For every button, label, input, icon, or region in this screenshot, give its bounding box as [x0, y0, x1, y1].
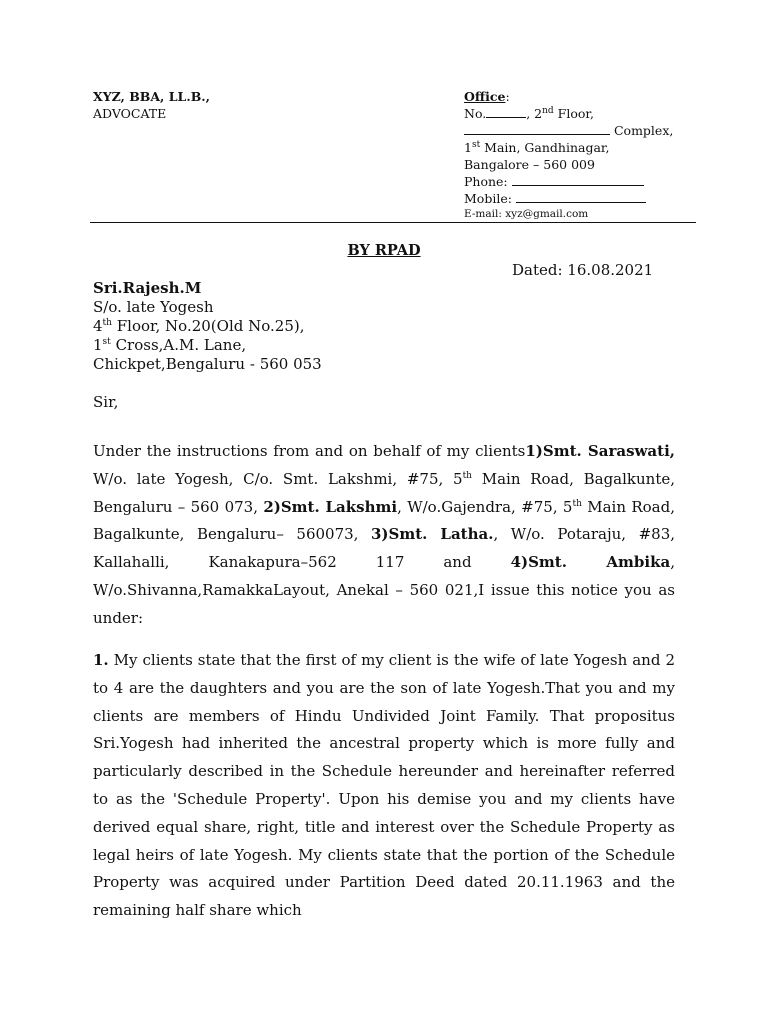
intro-paragraph: Under the instructions from and on behalf of my clients1)Smt. Saraswati, W/o. late Yogesh, C/o. Smt. Lakshmi, #75, 5th Main Road, Bagalkunte, Bengaluru – 560 073, 2)Smt. Lakshmi, W/o.Gajendra, #75, 5th Main Road, Bagalkunte, Bengaluru– 560073, 3)Smt. Latha., W/o. Potaraju, #83, Kallahalli, Kanakapura–562 117 and 4)Smt. Ambika, W/o.Shivanna,RamakkaLayout, Anekal – 560 021,I issue this notice you as under:	[93, 442, 676, 627]
addressee-block	[93, 279, 322, 374]
notice-date: Dated: 16.08.2021	[512, 261, 654, 279]
paragraph-1: 1. My clients state that the first of my client is the wife of late Yogesh and 2 to 4 are the daughters and you are the son of late Yogesh.That you and my clients are members of Hindu Undivided Joint Family. That propositus Sri.Yogesh had inherited the ancestral property which is more fully and particularly described in the Schedule hereunder and hereinafter referred to as the 'Schedule Property'. Upon his demise you and my clients have derived equal share, right, title and interest over the Schedule Property as legal heirs of late Yogesh. My clients state that the portion of the Schedule Property was acquired under Partition Deed dated 20.11.1963 and the remaining half share which	[93, 651, 675, 920]
mobile-blank	[516, 191, 646, 203]
office-email: E-mail: xyz@gmail.com	[464, 208, 589, 220]
complex-name-blank	[464, 123, 610, 135]
addressee-line-3: Chickpet,Bengaluru - 560 053	[93, 355, 322, 373]
dispatch-mode: BY RPAD	[347, 242, 421, 259]
office-mobile: Mobile:	[464, 190, 704, 207]
addressee-line-2: 1st Cross,A.M. Lane,	[93, 336, 247, 354]
client-1: 1)Smt. Saraswati,	[525, 442, 675, 460]
phone-blank	[512, 174, 644, 186]
office-address-block: Office: No. , 2nd Floor, Complex, 1st Main, Gandhinagar, Bangalore – 560 009 Phone: Mobile: E-mail: xyz@gmail.com	[464, 88, 704, 222]
office-line-4: Bangalore – 560 009	[464, 157, 595, 172]
letterhead-divider	[90, 222, 696, 223]
client-4: 4)Smt. Ambika	[510, 553, 671, 572]
office-label: Office	[464, 89, 506, 104]
advocate-designation: ADVOCATE	[93, 106, 167, 121]
office-phone: Phone:	[464, 173, 704, 190]
advocate-block	[93, 88, 210, 122]
office-line-1: No. , 2nd Floor,	[464, 105, 594, 121]
addressee-relation: S/o. late Yogesh	[93, 298, 214, 316]
office-line-3: 1st Main, Gandhinagar,	[464, 139, 610, 155]
salutation: Sir,	[93, 393, 119, 411]
paragraph-number: 1.	[93, 651, 109, 669]
advocate-name: XYZ, BBA, LL.B.,	[93, 89, 210, 104]
addressee-name: Sri.Rajesh.M	[93, 279, 202, 297]
office-number-blank	[486, 106, 526, 118]
client-3: 3)Smt. Latha.	[371, 525, 494, 544]
addressee-line-1: 4th Floor, No.20(Old No.25),	[93, 317, 305, 335]
office-line-2: Complex,	[464, 122, 704, 139]
client-2: 2)Smt. Lakshmi	[263, 497, 398, 516]
